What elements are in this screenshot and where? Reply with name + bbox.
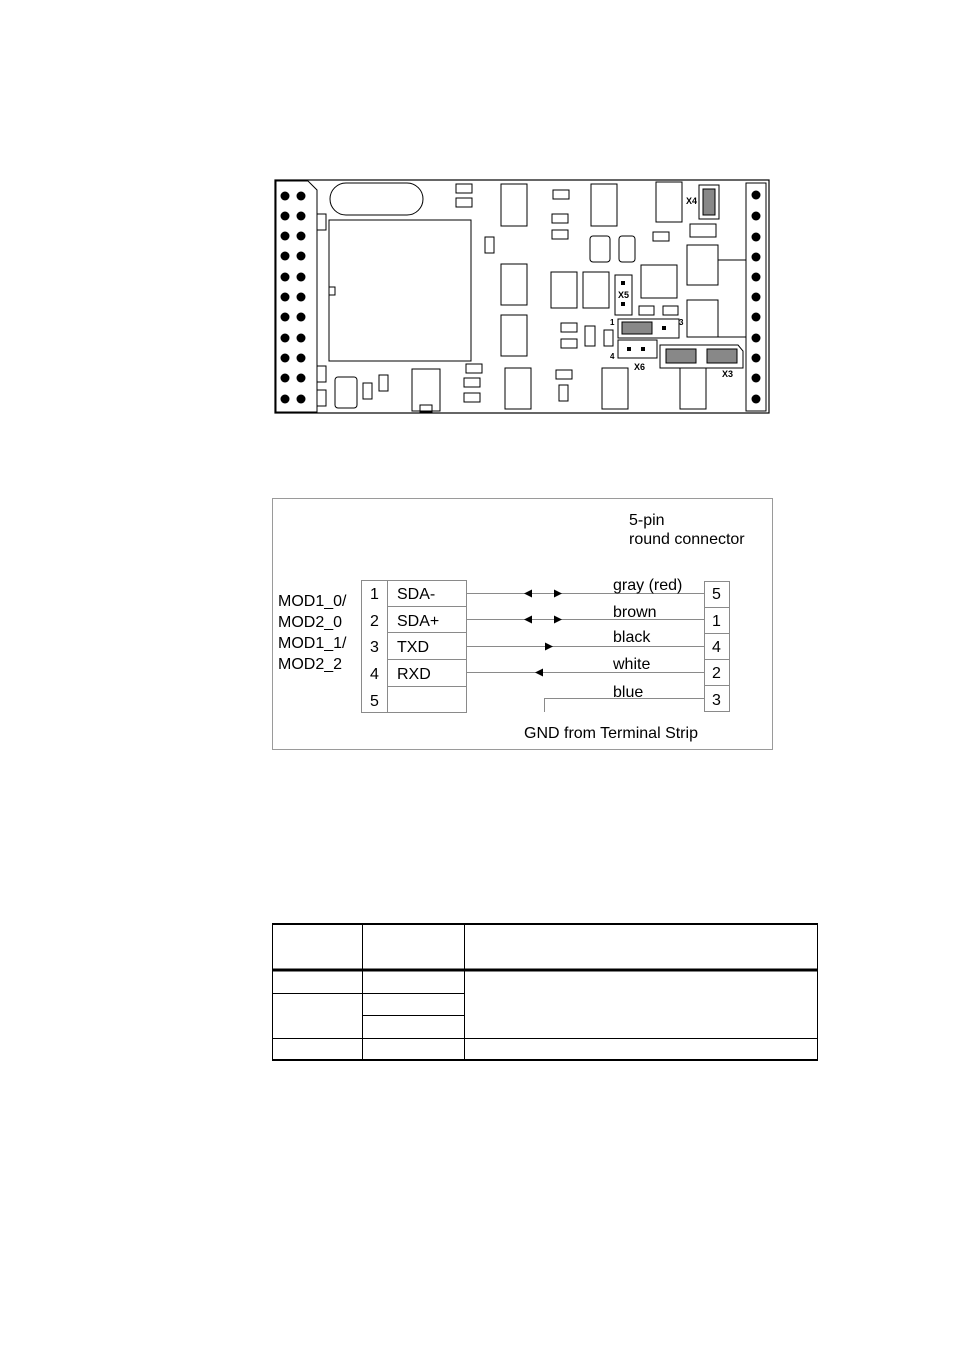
jumper-pin: [641, 347, 645, 351]
wire-arrows: [524, 590, 562, 677]
smd-part: [464, 393, 480, 402]
module-label: MOD2_2: [278, 656, 343, 673]
left-pin-number: 2: [370, 613, 379, 630]
right-pin-number: 5: [712, 586, 721, 603]
smd-part: [604, 330, 613, 346]
main-chip: [329, 220, 471, 361]
smd-part: [690, 224, 716, 237]
ic: [505, 368, 531, 409]
pin-mark-4: 4: [610, 352, 615, 361]
smd-part: [552, 214, 568, 223]
right-pin-number: 4: [712, 639, 721, 656]
smd-part: [561, 323, 577, 332]
left-pin-signal: SDA+: [397, 613, 440, 630]
wire-color-label: blue: [613, 684, 644, 701]
ic: [687, 245, 718, 285]
wire-color-label: gray (red): [613, 577, 683, 594]
wire-color-label: white: [613, 656, 651, 673]
right-header-pins: [752, 191, 761, 404]
wires: [467, 594, 705, 713]
smd-part: [379, 375, 388, 391]
ic: [687, 300, 718, 337]
jumper-1-3-cap: [622, 322, 652, 334]
label-x5: X5: [618, 290, 630, 300]
ic: [656, 182, 682, 222]
jumper-pin: [621, 302, 625, 306]
crystal-oscillator: [330, 183, 423, 215]
ic: [551, 272, 577, 308]
pcb-board-diagram: [275, 180, 769, 413]
jumper-pin: [662, 326, 666, 330]
smd-part: [466, 364, 482, 373]
capacitor: [335, 377, 357, 408]
left-header-pins: [281, 192, 306, 404]
pin-mark-1: 1: [610, 318, 615, 327]
label-x3: X3: [722, 369, 734, 379]
left-pin-number: 3: [370, 639, 379, 656]
smd-part: [585, 326, 595, 346]
smd-part: [456, 198, 472, 207]
jumper-x6: [618, 340, 657, 358]
right-pin-number: 1: [712, 613, 721, 630]
arrow-right: [554, 590, 562, 598]
smd-part: [317, 214, 326, 230]
left-pin-number: 1: [370, 586, 379, 603]
jumper-x3-cap: [707, 349, 737, 363]
module-label: MOD1_1/: [278, 635, 347, 652]
smd-part: [464, 378, 480, 387]
arrow-right: [554, 616, 562, 624]
module-label: MOD1_0/: [278, 593, 347, 610]
right-pin-number: 3: [712, 692, 721, 709]
ic: [641, 265, 677, 298]
smd-part: [317, 390, 326, 406]
wiring-diagram: [278, 512, 745, 742]
smd-part: [639, 306, 654, 315]
ic: [501, 184, 527, 226]
ic: [501, 264, 527, 305]
jumper-pin: [627, 347, 631, 351]
smd-part: [456, 184, 472, 193]
smd-part: [653, 232, 669, 241]
left-pin-signal: SDA-: [397, 586, 436, 603]
left-pin-number: 5: [370, 693, 379, 710]
left-pin-number: 4: [370, 666, 379, 683]
left-pin-signal: TXD: [397, 639, 429, 656]
ic: [602, 368, 628, 409]
connector-title-line1: 5-pin: [629, 512, 665, 529]
smd-part: [553, 190, 569, 199]
right-pin-number: 2: [712, 665, 721, 682]
capacitor: [619, 236, 635, 262]
jumper-x4-cap: [703, 189, 715, 215]
smd-part: [561, 339, 577, 348]
jumper-x3-cap: [666, 349, 696, 363]
smd-part: [559, 385, 568, 401]
ic: [583, 272, 609, 308]
capacitor: [590, 236, 610, 262]
arrow-right: [545, 643, 553, 651]
label-x6: X6: [634, 362, 646, 372]
ic: [501, 315, 527, 356]
arrow-left: [535, 669, 543, 677]
wire-color-label: black: [613, 629, 651, 646]
smd-part: [317, 366, 326, 382]
gnd-label: GND from Terminal Strip: [524, 725, 698, 742]
ic: [680, 368, 706, 409]
smd-part: [363, 383, 372, 399]
jumper-pin: [621, 281, 625, 285]
smd-part: [663, 306, 678, 315]
arrow-left: [524, 590, 532, 598]
smd-part: [329, 287, 335, 295]
smd-part: [556, 370, 572, 379]
wire-color-label: brown: [613, 604, 657, 621]
pin-mark-3: 3: [679, 318, 684, 327]
smd-part: [485, 237, 494, 253]
connector-title-line2: round connector: [629, 531, 745, 548]
label-x4: X4: [686, 196, 698, 206]
ic: [591, 184, 617, 226]
arrow-left: [524, 616, 532, 624]
smd-part: [552, 230, 568, 239]
empty-table: [272, 923, 818, 1061]
module-label: MOD2_0: [278, 614, 343, 631]
left-pin-signal: RXD: [397, 666, 431, 683]
